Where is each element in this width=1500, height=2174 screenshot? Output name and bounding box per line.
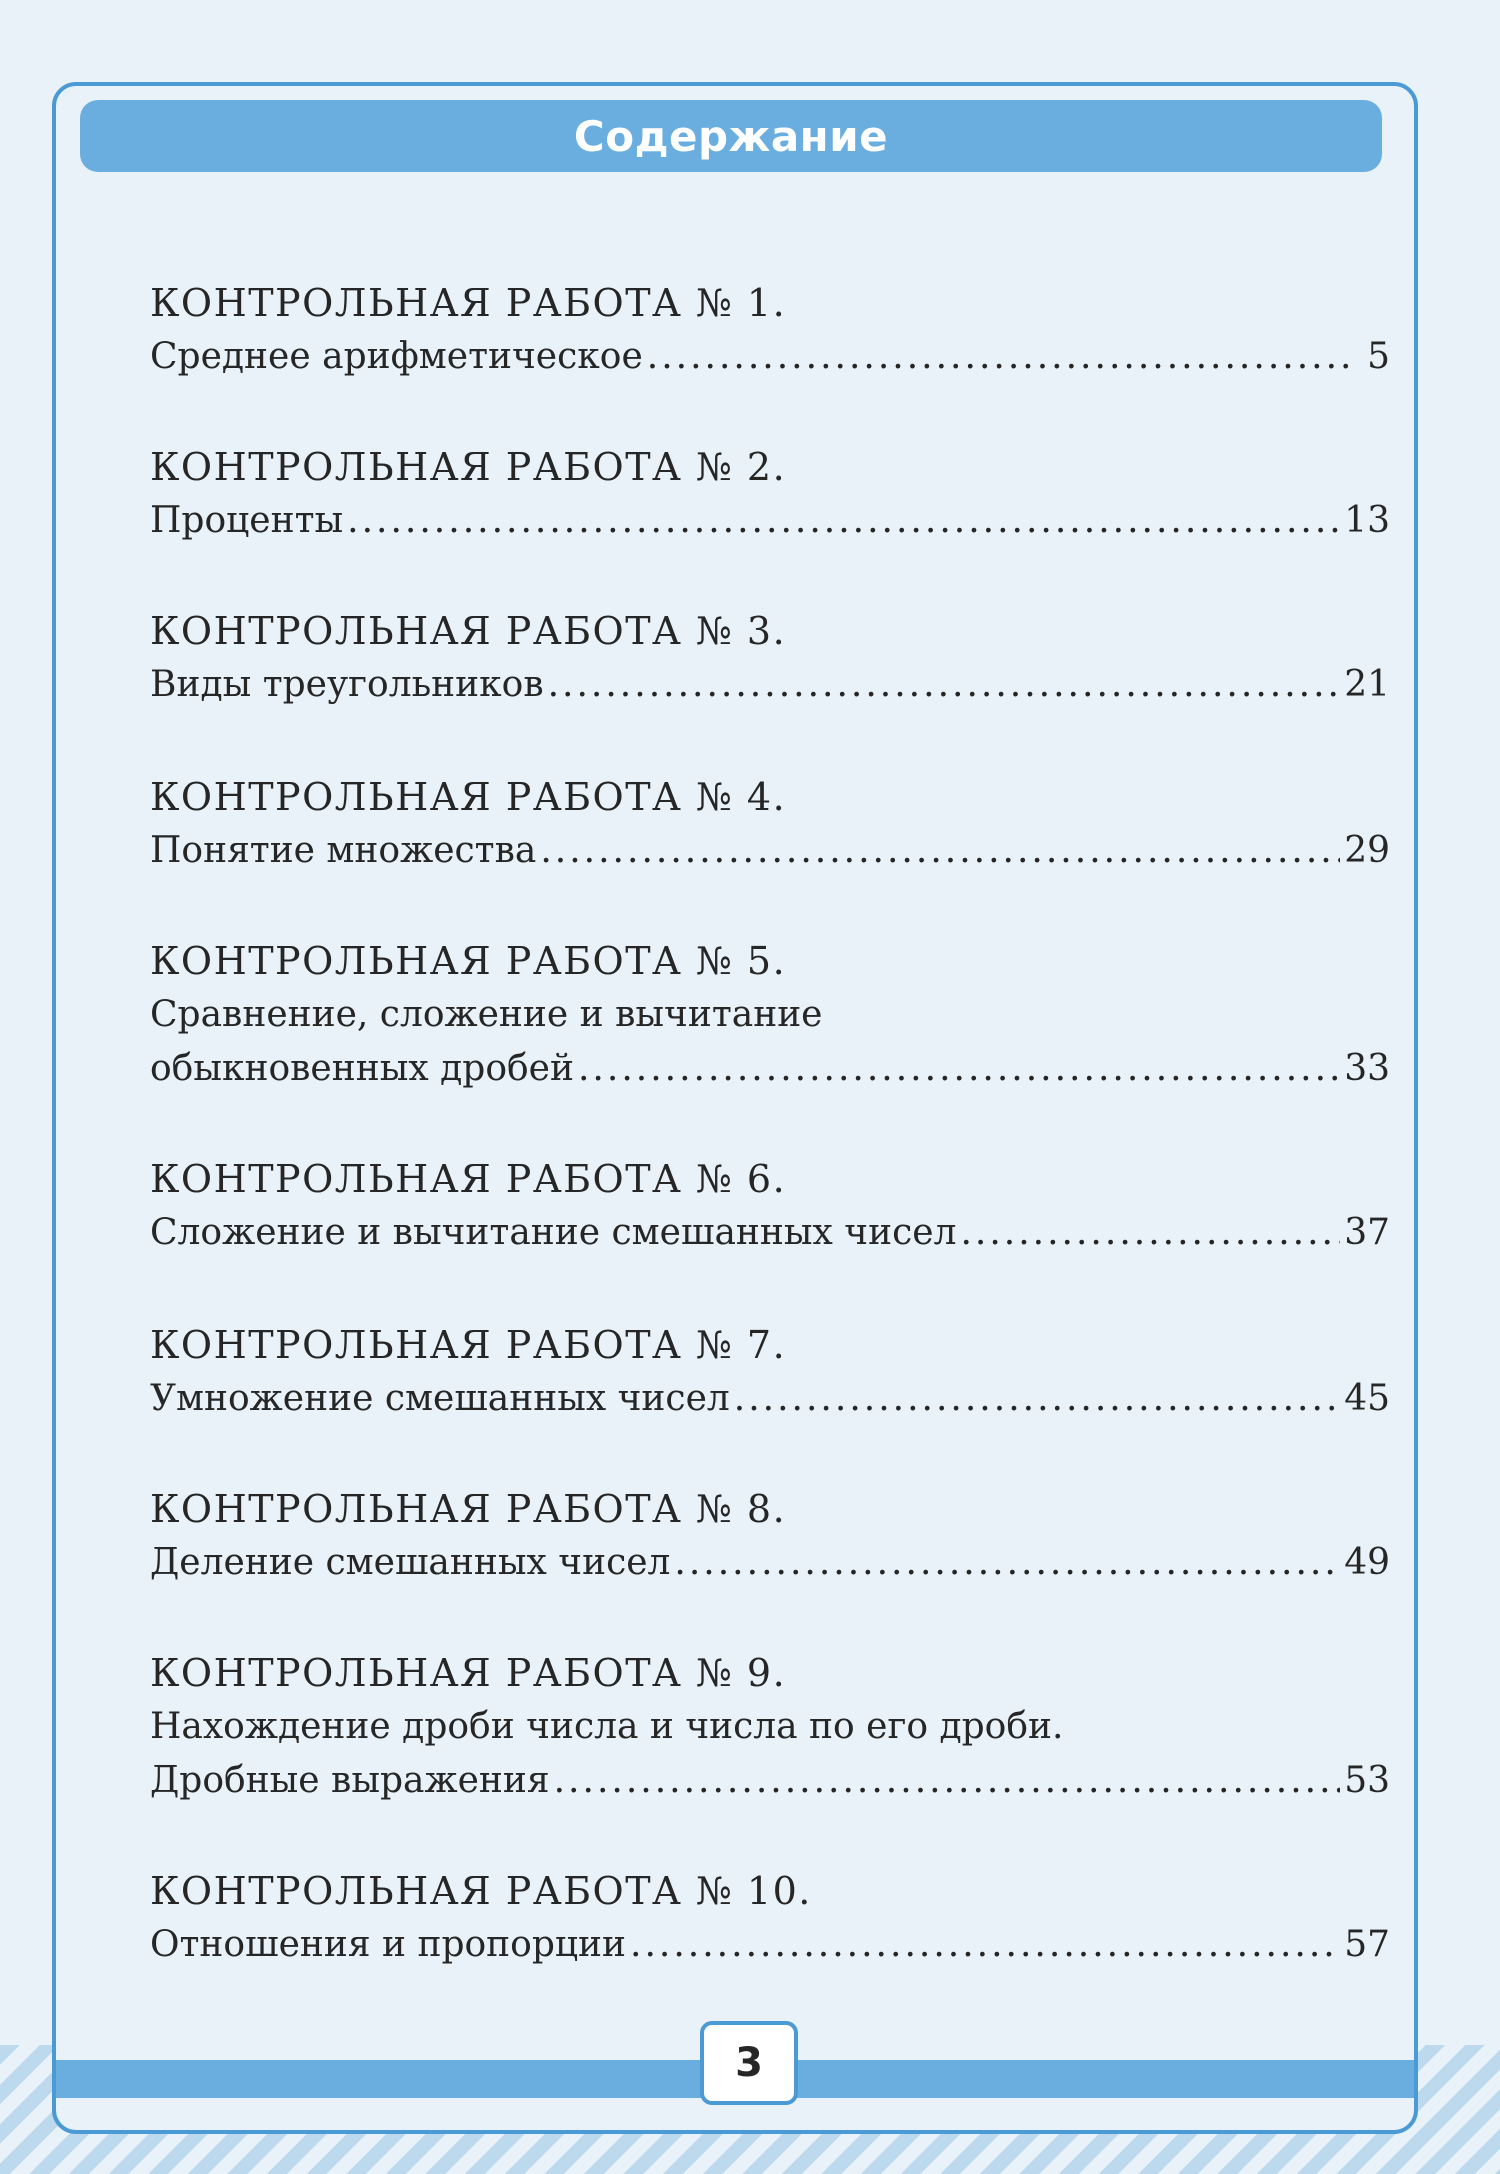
entry-subtitle: Среднее арифметическое (150, 336, 643, 377)
toc-entry[interactable] (150, 1152, 1390, 1260)
entry-title: КОНТРОЛЬНАЯ РАБОТА № 5. (150, 939, 787, 983)
entry-title: КОНТРОЛЬНАЯ РАБОТА № 6. (150, 1157, 787, 1201)
entry-title: КОНТРОЛЬНАЯ РАБОТА № 8. (150, 1487, 787, 1531)
toc-entry[interactable] (150, 770, 1390, 878)
leader-dots (347, 494, 1340, 548)
toc-entry[interactable] (150, 276, 1390, 384)
entry-subtitle: Деление смешанных чисел (150, 1542, 671, 1583)
entry-page-number: 45 (1344, 1378, 1390, 1419)
entry-page-number: 37 (1344, 1212, 1390, 1253)
entry-title: КОНТРОЛЬНАЯ РАБОТА № 1. (150, 281, 787, 325)
entry-title: КОНТРОЛЬНАЯ РАБОТА № 7. (150, 1323, 787, 1367)
toc-entry[interactable] (150, 1864, 1390, 1972)
leader-dots (960, 1206, 1340, 1260)
leader-dots (548, 658, 1341, 712)
leader-dots (647, 330, 1356, 384)
entry-line (150, 330, 1390, 384)
page-number-box (700, 2021, 798, 2105)
entry-line (150, 1754, 1390, 1808)
entry-subtitle: обыкновенных дробей (150, 1048, 574, 1089)
toc-entry[interactable] (150, 1646, 1390, 1808)
entry-page-number: 57 (1344, 1924, 1390, 1965)
leader-dots (578, 1042, 1340, 1096)
entry-line (150, 988, 1390, 1042)
leader-dots (540, 824, 1340, 878)
entry-subtitle: Умножение смешанных чисел (150, 1378, 730, 1419)
entry-line (150, 1042, 1390, 1096)
page-number: 3 (735, 2040, 763, 2086)
entry-page-number: 33 (1344, 1048, 1390, 1089)
entry-subtitle: Понятие множества (150, 830, 537, 871)
entry-line (150, 658, 1390, 712)
entry-line (150, 1372, 1390, 1426)
entry-line (150, 1700, 1390, 1754)
entry-subtitle: Дробные выражения (150, 1760, 550, 1801)
entry-subtitle: Сравнение, сложение и вычитание (150, 994, 823, 1035)
entry-line (150, 1206, 1390, 1260)
leader-dots (674, 1536, 1340, 1590)
toc-entry[interactable] (150, 1318, 1390, 1426)
entry-title: КОНТРОЛЬНАЯ РАБОТА № 3. (150, 609, 787, 653)
entry-page-number: 53 (1344, 1760, 1390, 1801)
leader-dots (554, 1754, 1341, 1808)
page-title: Содержание (573, 111, 889, 161)
entry-line (150, 1918, 1390, 1972)
entry-subtitle: Виды треугольников (150, 664, 544, 705)
toc-entry[interactable] (150, 1482, 1390, 1590)
entry-line (150, 1536, 1390, 1590)
entry-title: КОНТРОЛЬНАЯ РАБОТА № 9. (150, 1651, 787, 1695)
entry-subtitle: Сложение и вычитание смешанных чисел (150, 1212, 957, 1253)
entry-page-number: 21 (1344, 664, 1390, 705)
entry-subtitle: Нахождение дроби числа и числа по его дроби. (150, 1706, 1064, 1747)
toc-entry[interactable] (150, 934, 1390, 1096)
leader-dots (630, 1918, 1340, 1972)
toc-entry[interactable] (150, 604, 1390, 712)
entry-title: КОНТРОЛЬНАЯ РАБОТА № 10. (150, 1869, 812, 1913)
entry-subtitle: Отношения и пропорции (150, 1924, 627, 1965)
entry-page-number: 29 (1344, 830, 1390, 871)
entry-page-number: 49 (1344, 1542, 1390, 1583)
entry-subtitle: Проценты (150, 500, 344, 541)
entry-page-number: 5 (1367, 336, 1390, 377)
entry-page-number: 13 (1344, 500, 1390, 541)
leader-dots (734, 1372, 1340, 1426)
entry-title: КОНТРОЛЬНАЯ РАБОТА № 4. (150, 775, 787, 819)
entry-line (150, 494, 1390, 548)
entry-line (150, 824, 1390, 878)
toc-entry[interactable] (150, 440, 1390, 548)
entry-title: КОНТРОЛЬНАЯ РАБОТА № 2. (150, 445, 787, 489)
